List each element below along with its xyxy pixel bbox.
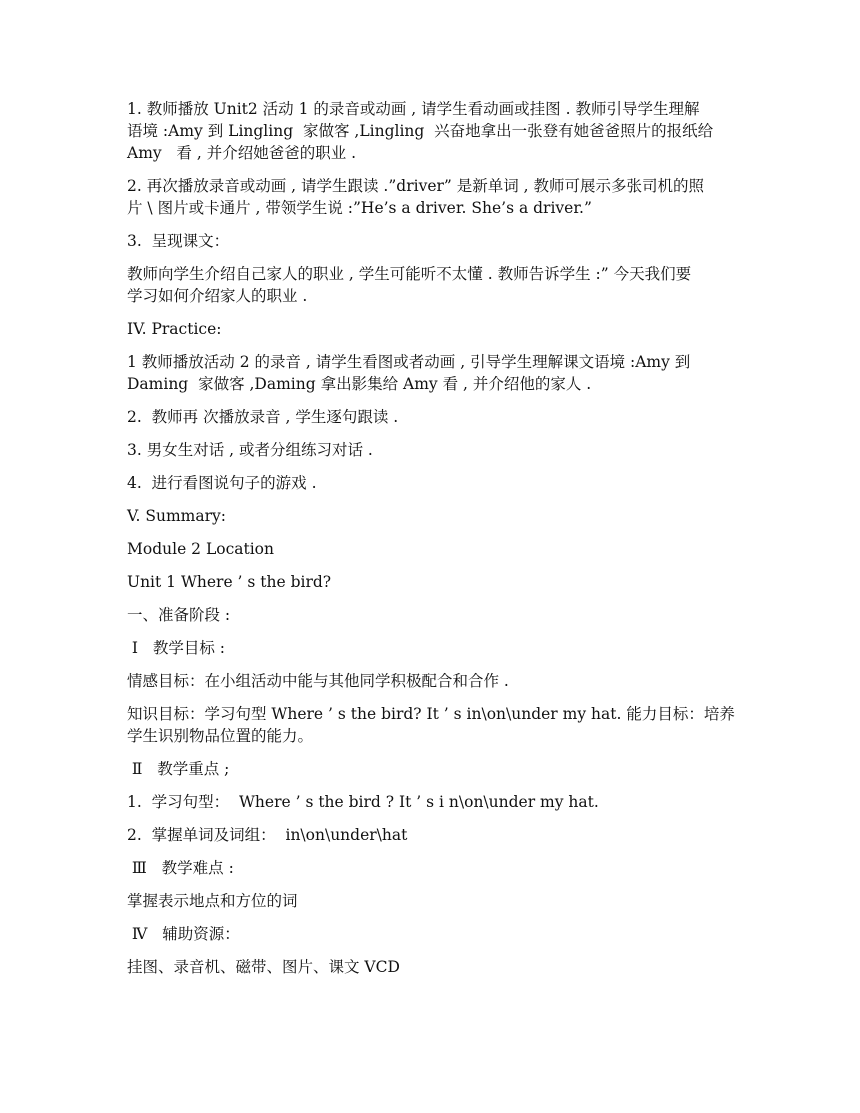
document-page	[127, 98, 735, 978]
text-line: Ⅰ 教学目标 :	[127, 639, 225, 657]
text-line: 一、准备阶段 :	[127, 606, 231, 624]
text-line: Ⅲ 教学难点 :	[127, 859, 234, 877]
paragraph	[127, 857, 727, 879]
text-line: 3. 男女生对话 , 或者分组练习对话 .	[127, 441, 373, 459]
paragraph	[127, 670, 727, 692]
text-line: IV. Practice:	[127, 320, 222, 338]
paragraph	[127, 604, 727, 626]
text-line: Unit 1 Where ’ s the bird?	[127, 573, 332, 591]
text-line: 3. 呈现课文：	[127, 232, 230, 250]
paragraph	[127, 571, 727, 593]
paragraph	[127, 505, 727, 527]
text-line: 学生识别物品位置的能力。	[127, 727, 314, 745]
text-line: 2. 掌握单词及词组： in\on\under\hat	[127, 826, 408, 844]
text-line: 语境 :Amy 到 Lingling 家做客 ,Lingling 兴奋地拿出一张登有她爸爸照片的报纸给	[127, 122, 714, 140]
paragraph	[127, 791, 727, 813]
paragraph	[127, 263, 727, 307]
paragraph	[127, 175, 727, 219]
paragraph	[127, 923, 727, 945]
paragraph	[127, 637, 727, 659]
text-line: Ⅱ 教学重点 ;	[127, 760, 230, 778]
text-line: 教师向学生介绍自己家人的职业 , 学生可能听不太懂 . 教师告诉学生 :” 今天我们要	[127, 265, 692, 283]
text-line: 掌握表示地点和方位的词	[127, 892, 298, 910]
text-line: 片 \ 图片或卡通片 , 带领学生说 :”He’s a driver. She’s a driver.”	[127, 199, 592, 217]
paragraph	[127, 439, 727, 461]
text-line: Amy 看 , 并介绍她爸爸的职业 .	[127, 144, 357, 162]
text-line: 挂图、录音机、磁带、图片、课文 VCD	[127, 958, 400, 976]
text-line: 1. 学习句型： Where ’ s the bird ? It ’ s i n\on\under my hat.	[127, 793, 599, 811]
paragraph	[127, 318, 727, 340]
text-line: Daming 家做客 ,Daming 拿出影集给 Amy 看 , 并介绍他的家人 .	[127, 375, 592, 393]
text-line: 4. 进行看图说句子的游戏 .	[127, 474, 317, 492]
paragraph	[127, 956, 727, 978]
text-line: Ⅳ 辅助资源：	[127, 925, 240, 943]
text-line: 2. 再次播放录音或动画 , 请学生跟读 .”driver” 是新单词 , 教师可展示多张司机的照	[127, 177, 705, 195]
text-line: 情感目标：在小组活动中能与其他同学积极配合和合作 .	[127, 672, 509, 690]
paragraph	[127, 472, 727, 494]
paragraph	[127, 824, 727, 846]
paragraph	[127, 98, 727, 164]
paragraph	[127, 406, 727, 428]
text-line: 学习如何介绍家人的职业 .	[127, 287, 308, 305]
paragraph	[127, 890, 727, 912]
text-line: 1 教师播放活动 2 的录音 , 请学生看图或者动画 , 引导学生理解课文语境 :Amy 到	[127, 353, 691, 371]
text-line: V. Summary:	[127, 507, 226, 525]
paragraph	[127, 703, 735, 747]
text-line: 2. 教师再 次播放录音 , 学生逐句跟读 .	[127, 408, 399, 426]
paragraph	[127, 538, 727, 560]
text-line: 知识目标：学习句型 Where ’ s the bird? It ’ s in\on\under my hat. 能力目标：培养	[127, 705, 735, 723]
text-line: Module 2 Location	[127, 540, 275, 558]
paragraph	[127, 758, 727, 780]
text-line: 1. 教师播放 Unit2 活动 1 的录音或动画 , 请学生看动画或挂图 . 教师引导学生理解	[127, 100, 700, 118]
paragraph	[127, 351, 727, 395]
paragraph	[127, 230, 727, 252]
